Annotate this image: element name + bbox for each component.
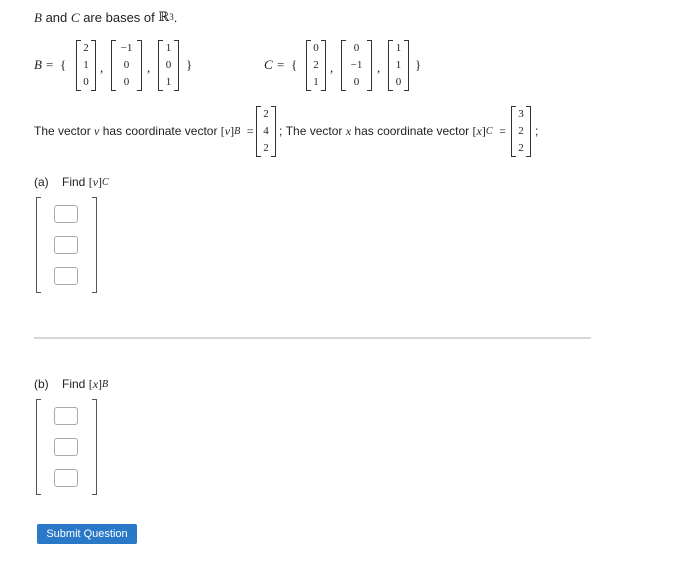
given-x-var: x (345, 124, 352, 138)
basis-b-v3-entry: 0 (165, 59, 172, 71)
basis-b-v3-entry: 1 (165, 42, 172, 54)
bracket-open: [ (472, 124, 477, 138)
part-b-bracket-var: x (92, 377, 99, 391)
basis-c-v2-entry: −1 (350, 59, 363, 71)
given-v-equals: = (246, 124, 254, 138)
bracket-close: ] (98, 175, 103, 189)
part-a-find: Find (62, 175, 86, 189)
part-a-label: (a) (34, 175, 49, 189)
given-v-text (34, 123, 254, 140)
basis-c-v2-entry: 0 (353, 42, 360, 54)
part-a-answer-input-3[interactable] (54, 267, 78, 285)
part-a-prompt (34, 174, 109, 191)
part-b-answer-input-3[interactable] (54, 469, 78, 487)
given-x-middle: has coordinate vector (354, 124, 470, 138)
given-x-prefix: The vector (285, 124, 343, 138)
part-b-find: Find (62, 377, 86, 391)
part-a-answer-input-1[interactable] (54, 205, 78, 223)
basis-c-equals: = (277, 57, 285, 72)
given-x-entry: 3 (518, 108, 524, 120)
given-v-separator: ; (279, 124, 283, 138)
given-x-entry: 2 (518, 125, 524, 137)
part-b-answer-input-1[interactable] (54, 407, 78, 425)
given-v-subscript: B (234, 126, 241, 137)
basis-b-symbol: B (34, 10, 42, 25)
basis-b-close-brace: } (186, 57, 193, 72)
basis-c-v3-entry: 1 (395, 42, 402, 54)
given-v-middle: has coordinate vector (102, 124, 218, 138)
basis-b-equals: = (46, 57, 54, 72)
bracket-open: [ (220, 124, 225, 138)
given-v-vector (256, 106, 276, 157)
part-b-label: (b) (34, 377, 49, 391)
basis-b-vector-3 (158, 40, 179, 91)
given-v-bracket-var: v (224, 124, 231, 138)
bracket-close: ] (481, 124, 486, 138)
given-x-text (279, 123, 506, 140)
basis-b-label: B (34, 57, 42, 72)
given-x-entry: 2 (518, 142, 524, 154)
real-space-exponent: 3 (169, 12, 174, 22)
part-b-answer-input-2[interactable] (54, 438, 78, 456)
part-b-subscript: B (102, 379, 109, 390)
given-x-equals: = (499, 124, 506, 138)
given-v-entry: 2 (263, 108, 269, 120)
comma: , (330, 60, 334, 75)
given-v-entry: 2 (263, 142, 269, 154)
submit-question-button[interactable]: Submit Question (37, 524, 137, 544)
basis-b-vector-1 (76, 40, 96, 91)
intro-and: and (45, 10, 68, 25)
real-space-symbol: ℝ (158, 10, 170, 25)
intro-period: . (173, 10, 178, 25)
basis-c-v3-entry: 1 (395, 59, 402, 71)
given-x-vector (511, 106, 531, 157)
given-x-subscript: C (485, 126, 493, 137)
given-x-bracket-var: x (476, 124, 482, 138)
part-b-prompt (34, 376, 108, 393)
intro-statement: are bases of (83, 10, 155, 25)
basis-b-v1-entry: 1 (83, 59, 89, 71)
basis-c-vector-3 (388, 40, 409, 91)
comma: , (100, 60, 104, 75)
given-x-separator: ; (535, 124, 539, 138)
comma: , (377, 60, 381, 75)
given-v-prefix: The vector (34, 124, 91, 138)
basis-c-v1-entry: 2 (313, 59, 319, 71)
basis-c-v1-entry: 0 (313, 42, 319, 54)
comma: , (147, 60, 151, 75)
given-v-var: v (94, 124, 100, 138)
basis-c-v1-entry: 1 (313, 76, 319, 88)
basis-c-vector-1 (306, 40, 326, 91)
basis-b-v1-entry: 0 (83, 76, 89, 88)
basis-b-v3-entry: 1 (165, 76, 172, 88)
basis-c-close-brace: } (415, 57, 422, 72)
intro-text (34, 9, 177, 26)
basis-c-vector-2 (341, 40, 372, 91)
part-a-bracket-var: v (92, 175, 99, 189)
basis-c-symbol: C (70, 10, 80, 25)
basis-c-v3-entry: 0 (395, 76, 402, 88)
bracket-close: ] (98, 377, 103, 391)
basis-b-v1-entry: 2 (83, 42, 89, 54)
basis-b-open-brace: { (60, 57, 67, 72)
basis-b-vector-2 (111, 40, 142, 91)
given-v-entry: 4 (263, 125, 269, 137)
bracket-close: ] (230, 124, 235, 138)
part-a-answer-input-2[interactable] (54, 236, 78, 254)
basis-b-v2-entry: 0 (123, 76, 130, 88)
bracket-open: [ (88, 175, 93, 189)
basis-b-v2-entry: −1 (120, 42, 133, 54)
basis-b-v2-entry: 0 (123, 59, 130, 71)
bracket-open: [ (88, 377, 93, 391)
basis-c-open-brace: { (291, 57, 298, 72)
section-divider (34, 337, 591, 339)
basis-c-label: C (264, 57, 273, 72)
basis-c-v2-entry: 0 (353, 76, 360, 88)
part-a-subscript: C (102, 177, 109, 188)
